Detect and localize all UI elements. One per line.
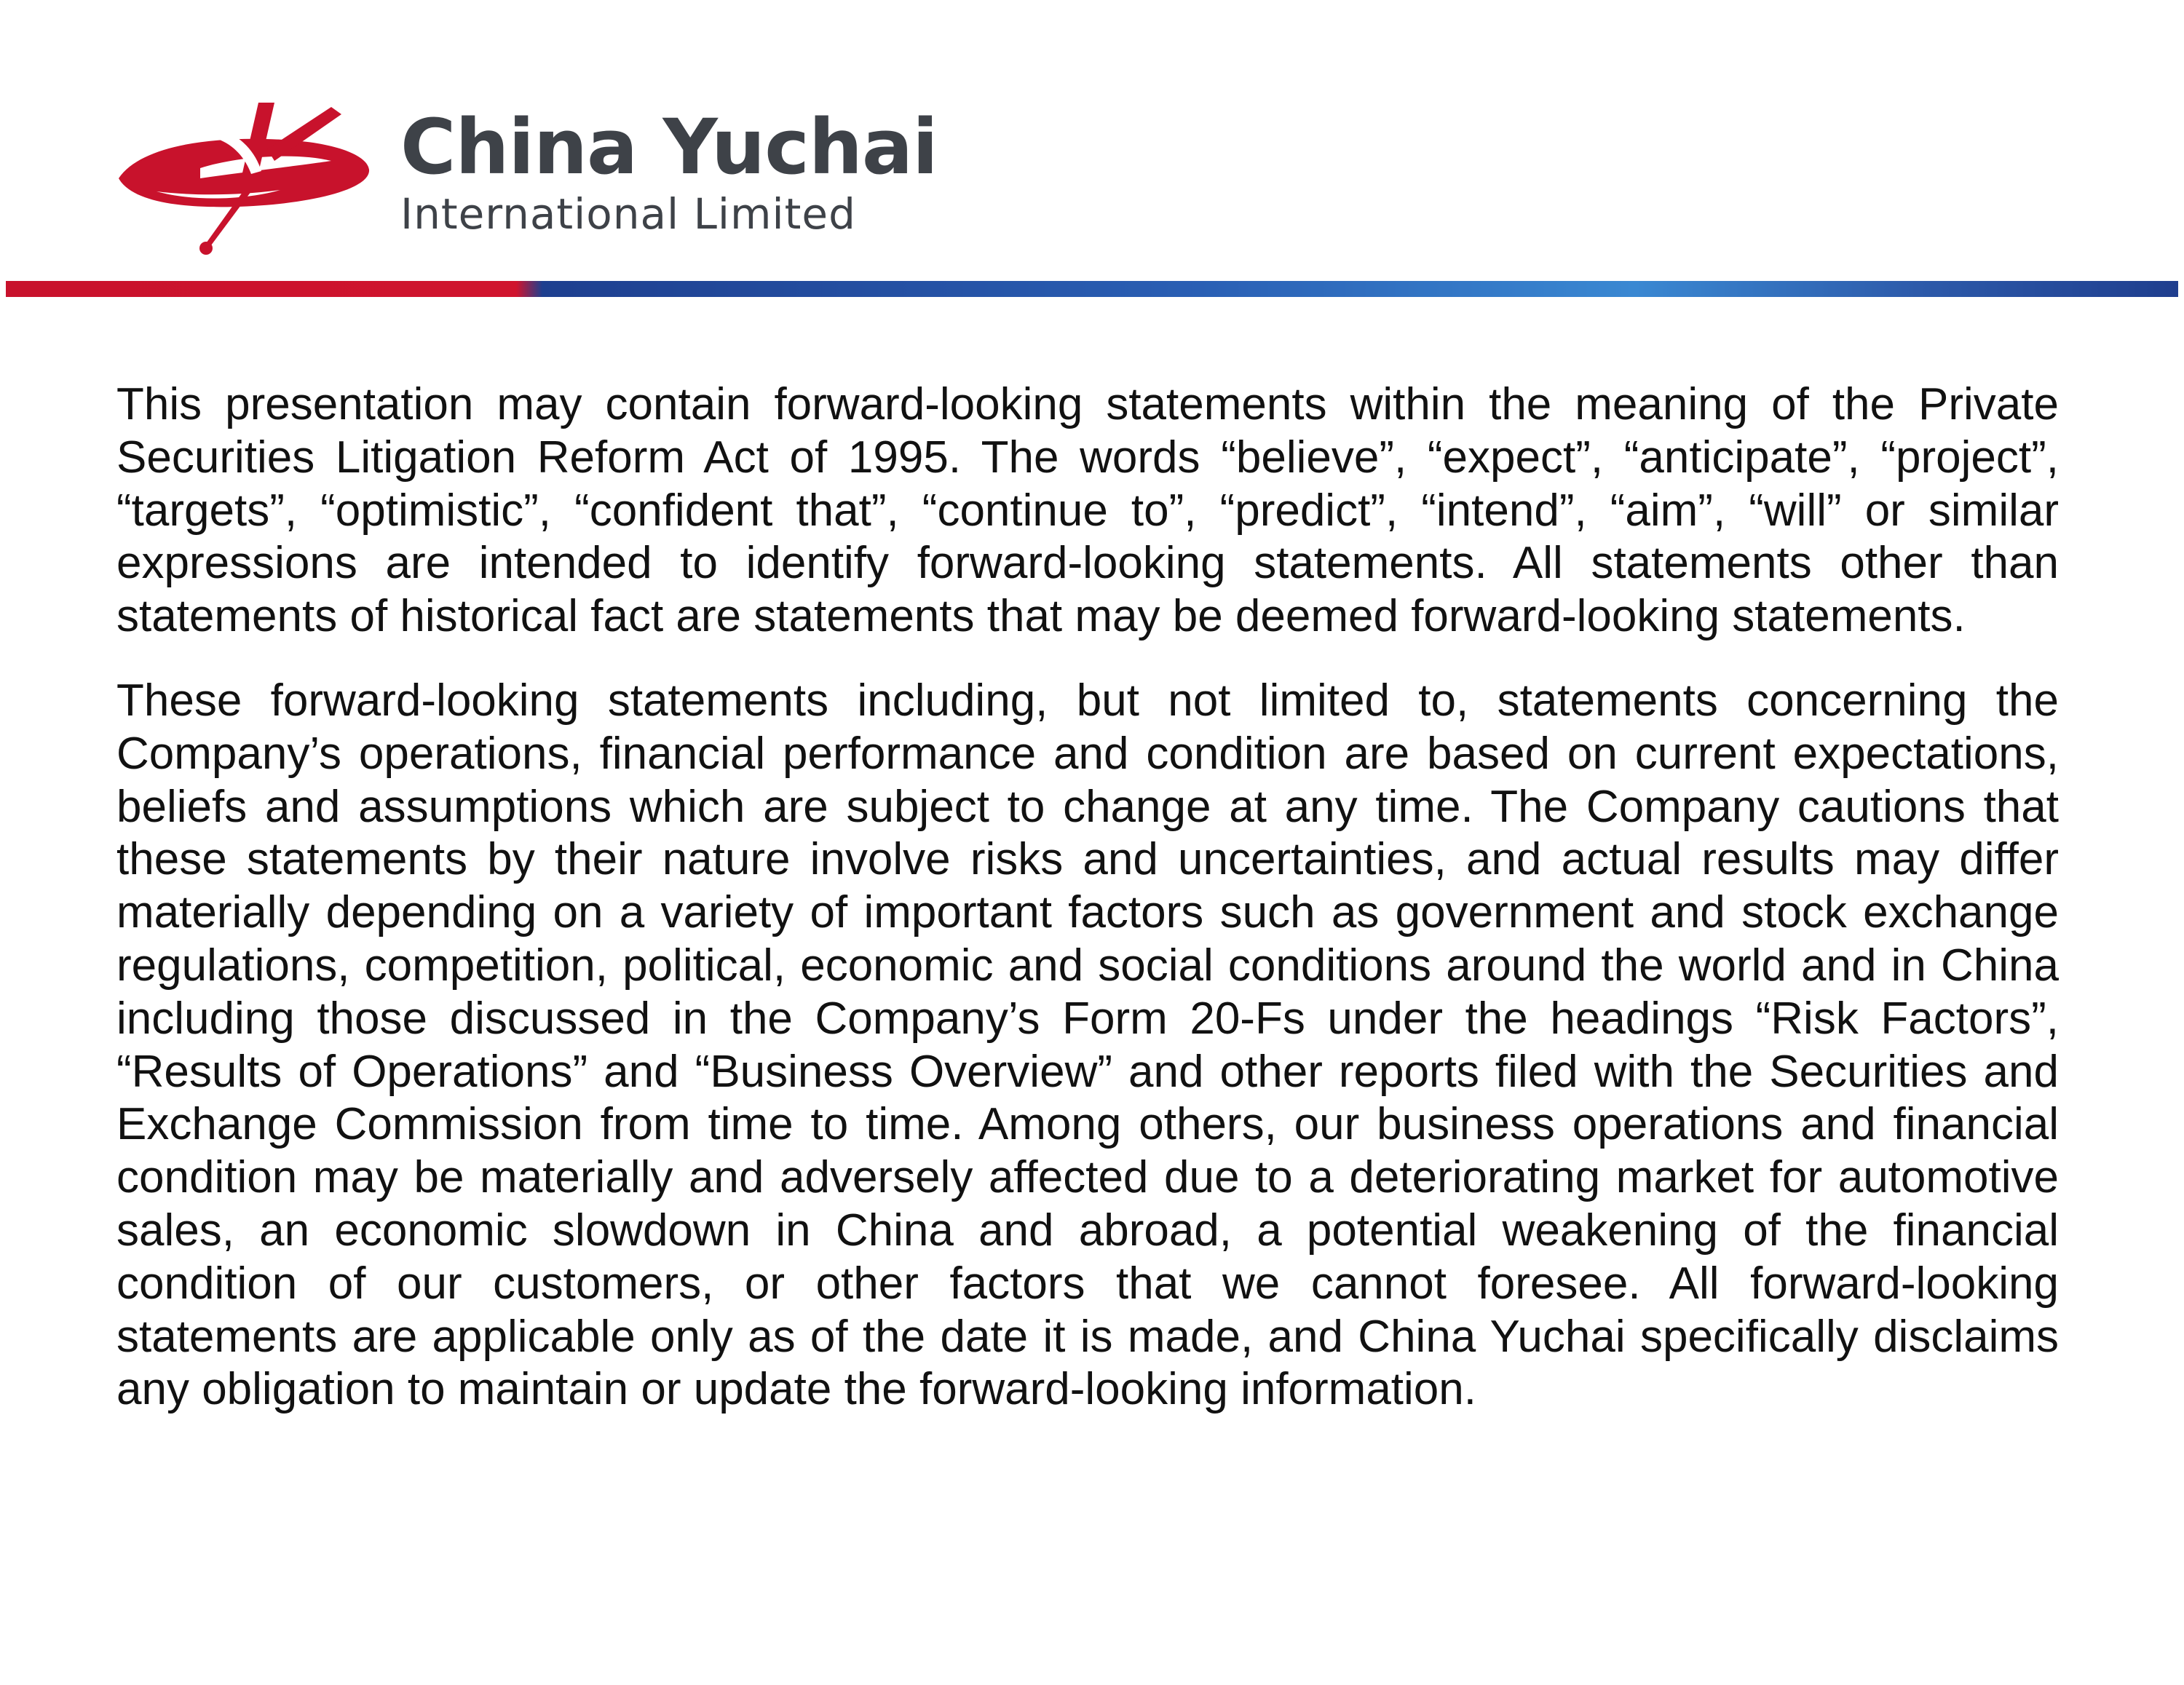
company-logo	[113, 98, 938, 258]
disclaimer-paragraph-1: This presentation may contain forward-looking statements within the meaning of the Private Securities Litigation Reform Act of 1995. The words “believe”, “expect”, “anticipate”, “project”, “targets”, “optimistic”, “confident that”, “continue to”, “predict”, “intend”, “aim”, “will” or similar expressions are intended to identify forward-looking statements. All statements other than statements of historical fact are statements that may be deemed forward-looking statements.	[116, 379, 2059, 642]
logo-wordmark	[400, 104, 954, 238]
company-subtitle: International Limited	[400, 189, 856, 239]
company-name: China Yuchai	[400, 103, 938, 191]
yuchai-swoosh-logo-icon	[113, 98, 375, 258]
disclaimer-text	[116, 378, 2059, 1416]
disclaimer-paragraph-2: These forward-looking statements including, but not limited to, statements concerning the Company’s operations, financial performance and condition are based on current expectations, beliefs and assumptions which are subject to change at any time. The Company cautions that these statements by their nature involve risks and uncertainties, and actual results may differ materially depending on a variety of important factors such as government and stock exchange regulations, competition, political, economic and social conditions around the world and in China including those discussed in the Company’s Form 20-Fs under the headings “Risk Factors”, “Results of Operations” and “Business Overview” and other reports filed with the Securities and Exchange Commission from time to time. Among others, our business operations and financial condition may be materially and adversely affected due to a deteriorating market for automotive sales, an economic slowdown in China and abroad, a potential weakening of the financial condition of our customers, or other factors that we cannot foresee. All forward-looking statements are applicable only as of the date it is made, and China Yuchai specifically disclaims any obligation to maintain or update the forward-looking information.	[116, 675, 2059, 1415]
header-divider	[6, 281, 2178, 297]
